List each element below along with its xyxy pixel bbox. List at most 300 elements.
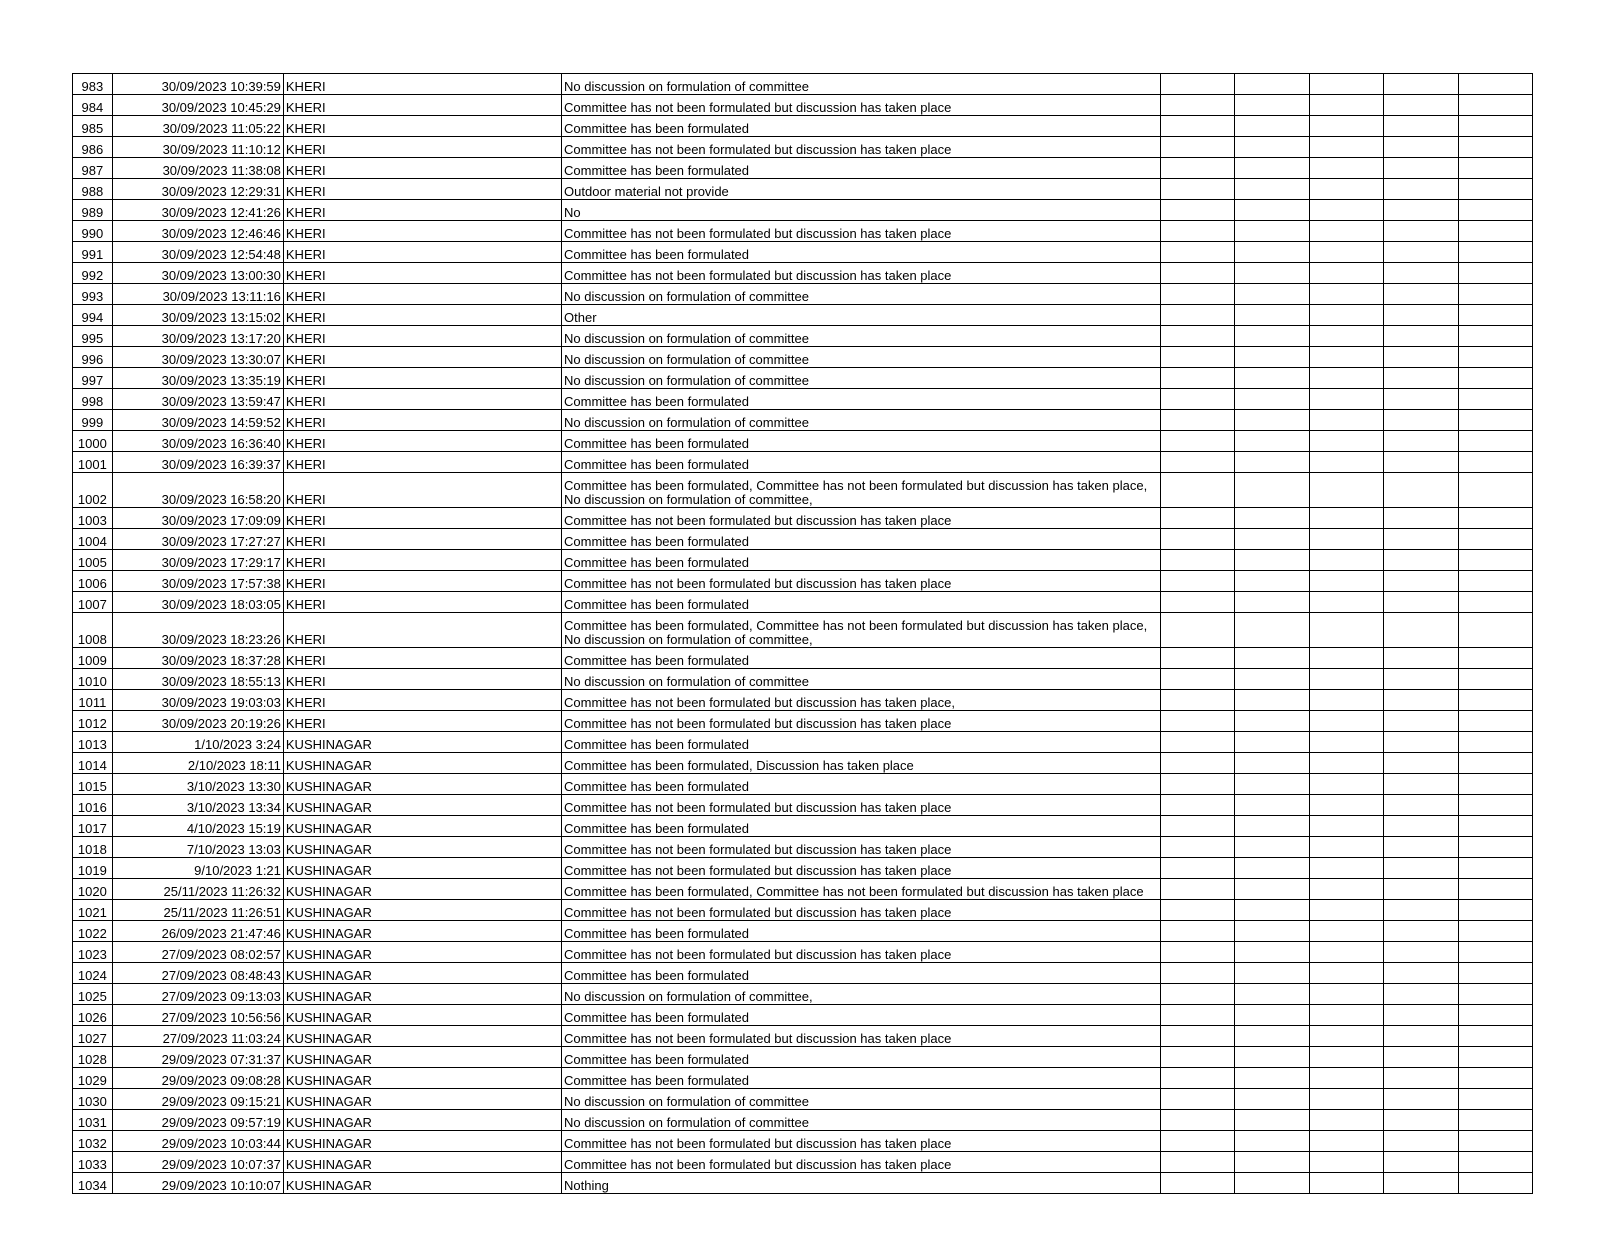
empty-cell (1309, 690, 1383, 711)
empty-cell (1309, 711, 1383, 732)
empty-cell (1161, 200, 1235, 221)
empty-cell (1384, 592, 1458, 613)
timestamp-cell: 3/10/2023 13:34 (112, 795, 283, 816)
table-row (73, 284, 1533, 305)
district-cell: KUSHINAGAR (283, 984, 561, 1005)
responses-table (72, 73, 1533, 1194)
row-number: 991 (73, 242, 113, 263)
timestamp-cell: 30/09/2023 17:29:17 (112, 550, 283, 571)
table-row (73, 529, 1533, 550)
empty-cell (1161, 1131, 1235, 1152)
response-cell: Committee has been formulated (562, 550, 1161, 571)
empty-cell (1235, 1047, 1309, 1068)
empty-cell (1384, 984, 1458, 1005)
empty-cell (1309, 116, 1383, 137)
empty-cell (1309, 1152, 1383, 1173)
response-cell: No discussion on formulation of committee (562, 410, 1161, 431)
district-cell: KUSHINAGAR (283, 963, 561, 984)
table-row (73, 795, 1533, 816)
response-cell: No discussion on formulation of committee (562, 74, 1161, 95)
row-number: 987 (73, 158, 113, 179)
response-cell: No discussion on formulation of committee (562, 347, 1161, 368)
district-cell: KHERI (283, 368, 561, 389)
empty-cell (1384, 116, 1458, 137)
response-cell: No discussion on formulation of committee (562, 1089, 1161, 1110)
timestamp-cell: 30/09/2023 18:23:26 (112, 613, 283, 648)
response-cell: Committee has been formulated (562, 1005, 1161, 1026)
empty-cell (1309, 284, 1383, 305)
empty-cell (1161, 816, 1235, 837)
empty-cell (1384, 1131, 1458, 1152)
timestamp-cell: 30/09/2023 16:36:40 (112, 431, 283, 452)
district-cell: KHERI (283, 473, 561, 508)
table-row (73, 858, 1533, 879)
empty-cell (1161, 116, 1235, 137)
row-number: 1032 (73, 1131, 113, 1152)
table-row (73, 1068, 1533, 1089)
empty-cell (1458, 200, 1532, 221)
timestamp-cell: 7/10/2023 13:03 (112, 837, 283, 858)
timestamp-cell: 3/10/2023 13:30 (112, 774, 283, 795)
empty-cell (1458, 116, 1532, 137)
empty-cell (1235, 326, 1309, 347)
row-number: 1034 (73, 1173, 113, 1194)
table-row (73, 690, 1533, 711)
response-cell: Committee has not been formulated but discussion has taken place (562, 571, 1161, 592)
response-cell: Committee has been formulated (562, 389, 1161, 410)
response-cell: Committee has been formulated (562, 921, 1161, 942)
district-cell: KHERI (283, 263, 561, 284)
empty-cell (1458, 1173, 1532, 1194)
empty-cell (1235, 753, 1309, 774)
empty-cell (1309, 1026, 1383, 1047)
table-row (73, 389, 1533, 410)
empty-cell (1309, 1089, 1383, 1110)
empty-cell (1458, 452, 1532, 473)
response-cell: Committee has been formulated (562, 1068, 1161, 1089)
empty-cell (1161, 326, 1235, 347)
empty-cell (1309, 963, 1383, 984)
district-cell: KHERI (283, 242, 561, 263)
timestamp-cell: 30/09/2023 13:30:07 (112, 347, 283, 368)
empty-cell (1235, 1131, 1309, 1152)
row-number: 1024 (73, 963, 113, 984)
row-number: 996 (73, 347, 113, 368)
row-number: 1020 (73, 879, 113, 900)
district-cell: KUSHINAGAR (283, 1026, 561, 1047)
empty-cell (1309, 613, 1383, 648)
empty-cell (1161, 774, 1235, 795)
empty-cell (1458, 1089, 1532, 1110)
empty-cell (1458, 942, 1532, 963)
empty-cell (1235, 529, 1309, 550)
response-cell: Committee has not been formulated but discussion has taken place (562, 795, 1161, 816)
table-row (73, 550, 1533, 571)
row-number: 1005 (73, 550, 113, 571)
empty-cell (1458, 508, 1532, 529)
district-cell: KUSHINAGAR (283, 1089, 561, 1110)
row-number: 1008 (73, 613, 113, 648)
empty-cell (1235, 1068, 1309, 1089)
timestamp-cell: 27/09/2023 08:02:57 (112, 942, 283, 963)
empty-cell (1309, 1173, 1383, 1194)
table-row (73, 410, 1533, 431)
table-row (73, 732, 1533, 753)
response-cell: Committee has been formulated, Discussion has taken place (562, 753, 1161, 774)
empty-cell (1384, 1026, 1458, 1047)
table-row (73, 1173, 1533, 1194)
empty-cell (1161, 1110, 1235, 1131)
response-cell: Committee has been formulated (562, 648, 1161, 669)
empty-cell (1309, 1005, 1383, 1026)
response-cell: Committee has been formulated (562, 431, 1161, 452)
response-cell: Committee has been formulated, Committee has not been formulated but discussion has taken place, No discussion on formulation of committee, (562, 473, 1161, 508)
empty-cell (1458, 900, 1532, 921)
empty-cell (1458, 95, 1532, 116)
empty-cell (1309, 74, 1383, 95)
empty-cell (1458, 1110, 1532, 1131)
district-cell: KUSHINAGAR (283, 1068, 561, 1089)
empty-cell (1458, 669, 1532, 690)
empty-cell (1458, 326, 1532, 347)
table-row (73, 669, 1533, 690)
empty-cell (1235, 690, 1309, 711)
row-number: 1003 (73, 508, 113, 529)
row-number: 1001 (73, 452, 113, 473)
row-number: 1002 (73, 473, 113, 508)
table-row (73, 242, 1533, 263)
response-cell: Committee has been formulated (562, 242, 1161, 263)
timestamp-cell: 30/09/2023 14:59:52 (112, 410, 283, 431)
timestamp-cell: 30/09/2023 16:39:37 (112, 452, 283, 473)
empty-cell (1235, 368, 1309, 389)
row-number: 1028 (73, 1047, 113, 1068)
response-cell: Committee has been formulated (562, 816, 1161, 837)
district-cell: KHERI (283, 550, 561, 571)
empty-cell (1458, 137, 1532, 158)
empty-cell (1235, 389, 1309, 410)
empty-cell (1458, 1026, 1532, 1047)
empty-cell (1161, 942, 1235, 963)
district-cell: KHERI (283, 326, 561, 347)
empty-cell (1235, 648, 1309, 669)
row-number: 1015 (73, 774, 113, 795)
empty-cell (1161, 550, 1235, 571)
empty-cell (1161, 732, 1235, 753)
district-cell: KHERI (283, 508, 561, 529)
empty-cell (1161, 613, 1235, 648)
timestamp-cell: 25/11/2023 11:26:51 (112, 900, 283, 921)
response-cell: Committee has been formulated (562, 116, 1161, 137)
empty-cell (1161, 879, 1235, 900)
row-number: 1030 (73, 1089, 113, 1110)
empty-cell (1384, 179, 1458, 200)
empty-cell (1309, 389, 1383, 410)
table-row (73, 879, 1533, 900)
row-number: 1025 (73, 984, 113, 1005)
empty-cell (1384, 837, 1458, 858)
empty-cell (1309, 984, 1383, 1005)
empty-cell (1458, 284, 1532, 305)
response-cell: Committee has been formulated (562, 774, 1161, 795)
empty-cell (1309, 1110, 1383, 1131)
empty-cell (1384, 473, 1458, 508)
row-number: 995 (73, 326, 113, 347)
response-cell: Committee has not been formulated but discussion has taken place (562, 837, 1161, 858)
empty-cell (1309, 137, 1383, 158)
row-number: 1031 (73, 1110, 113, 1131)
response-cell: Committee has not been formulated but discussion has taken place (562, 221, 1161, 242)
empty-cell (1384, 368, 1458, 389)
timestamp-cell: 29/09/2023 07:31:37 (112, 1047, 283, 1068)
table-body (73, 74, 1533, 1194)
empty-cell (1161, 95, 1235, 116)
empty-cell (1458, 571, 1532, 592)
empty-cell (1309, 508, 1383, 529)
row-number: 997 (73, 368, 113, 389)
empty-cell (1235, 1089, 1309, 1110)
empty-cell (1458, 1047, 1532, 1068)
response-cell: Committee has not been formulated but discussion has taken place (562, 508, 1161, 529)
empty-cell (1161, 1005, 1235, 1026)
empty-cell (1235, 158, 1309, 179)
response-cell: Committee has been formulated (562, 732, 1161, 753)
timestamp-cell: 30/09/2023 12:46:46 (112, 221, 283, 242)
district-cell: KUSHINAGAR (283, 1005, 561, 1026)
empty-cell (1235, 963, 1309, 984)
response-cell: Nothing (562, 1173, 1161, 1194)
empty-cell (1235, 879, 1309, 900)
response-cell: Committee has been formulated (562, 452, 1161, 473)
empty-cell (1458, 221, 1532, 242)
empty-cell (1458, 774, 1532, 795)
timestamp-cell: 30/09/2023 13:11:16 (112, 284, 283, 305)
row-number: 1016 (73, 795, 113, 816)
empty-cell (1309, 900, 1383, 921)
table-row (73, 326, 1533, 347)
district-cell: KHERI (283, 410, 561, 431)
table-row (73, 137, 1533, 158)
empty-cell (1309, 732, 1383, 753)
empty-cell (1384, 431, 1458, 452)
empty-cell (1384, 95, 1458, 116)
response-cell: Committee has been formulated, Committee has not been formulated but discussion has taken place, No discussion on formulation of committee, (562, 613, 1161, 648)
empty-cell (1161, 1047, 1235, 1068)
empty-cell (1458, 1068, 1532, 1089)
empty-cell (1235, 942, 1309, 963)
timestamp-cell: 30/09/2023 16:58:20 (112, 473, 283, 508)
empty-cell (1384, 137, 1458, 158)
timestamp-cell: 30/09/2023 17:57:38 (112, 571, 283, 592)
empty-cell (1235, 550, 1309, 571)
row-number: 1014 (73, 753, 113, 774)
district-cell: KHERI (283, 669, 561, 690)
empty-cell (1309, 550, 1383, 571)
table-row (73, 1026, 1533, 1047)
response-cell: Committee has been formulated (562, 529, 1161, 550)
empty-cell (1458, 263, 1532, 284)
empty-cell (1384, 529, 1458, 550)
empty-cell (1161, 900, 1235, 921)
empty-cell (1235, 410, 1309, 431)
empty-cell (1235, 837, 1309, 858)
empty-cell (1458, 1131, 1532, 1152)
empty-cell (1458, 158, 1532, 179)
timestamp-cell: 30/09/2023 13:17:20 (112, 326, 283, 347)
row-number: 992 (73, 263, 113, 284)
empty-cell (1458, 1152, 1532, 1173)
empty-cell (1161, 431, 1235, 452)
empty-cell (1161, 795, 1235, 816)
empty-cell (1309, 858, 1383, 879)
empty-cell (1384, 690, 1458, 711)
empty-cell (1235, 116, 1309, 137)
table-row (73, 347, 1533, 368)
empty-cell (1309, 410, 1383, 431)
row-number: 1023 (73, 942, 113, 963)
timestamp-cell: 27/09/2023 11:03:24 (112, 1026, 283, 1047)
timestamp-cell: 1/10/2023 3:24 (112, 732, 283, 753)
empty-cell (1235, 732, 1309, 753)
table-row (73, 613, 1533, 648)
empty-cell (1161, 263, 1235, 284)
empty-cell (1235, 179, 1309, 200)
empty-cell (1161, 179, 1235, 200)
timestamp-cell: 30/09/2023 19:03:03 (112, 690, 283, 711)
empty-cell (1235, 900, 1309, 921)
timestamp-cell: 30/09/2023 18:55:13 (112, 669, 283, 690)
table-row (73, 963, 1533, 984)
district-cell: KHERI (283, 95, 561, 116)
row-number: 1012 (73, 711, 113, 732)
row-number: 990 (73, 221, 113, 242)
empty-cell (1161, 347, 1235, 368)
empty-cell (1161, 690, 1235, 711)
empty-cell (1384, 879, 1458, 900)
empty-cell (1458, 242, 1532, 263)
empty-cell (1384, 284, 1458, 305)
response-cell: Committee has been formulated (562, 592, 1161, 613)
table-row (73, 816, 1533, 837)
row-number: 984 (73, 95, 113, 116)
empty-cell (1235, 1173, 1309, 1194)
row-number: 985 (73, 116, 113, 137)
empty-cell (1235, 1005, 1309, 1026)
empty-cell (1458, 795, 1532, 816)
district-cell: KHERI (283, 347, 561, 368)
timestamp-cell: 29/09/2023 10:07:37 (112, 1152, 283, 1173)
timestamp-cell: 30/09/2023 13:15:02 (112, 305, 283, 326)
empty-cell (1384, 669, 1458, 690)
district-cell: KHERI (283, 305, 561, 326)
table-row (73, 711, 1533, 732)
table-row (73, 305, 1533, 326)
table-row (73, 1047, 1533, 1068)
empty-cell (1384, 921, 1458, 942)
empty-cell (1235, 305, 1309, 326)
table-row (73, 1131, 1533, 1152)
empty-cell (1235, 137, 1309, 158)
empty-cell (1384, 347, 1458, 368)
empty-cell (1235, 592, 1309, 613)
empty-cell (1161, 837, 1235, 858)
empty-cell (1161, 984, 1235, 1005)
empty-cell (1458, 858, 1532, 879)
empty-cell (1161, 571, 1235, 592)
row-number: 994 (73, 305, 113, 326)
empty-cell (1161, 368, 1235, 389)
empty-cell (1384, 158, 1458, 179)
empty-cell (1161, 74, 1235, 95)
response-cell: Committee has not been formulated but discussion has taken place (562, 137, 1161, 158)
empty-cell (1235, 858, 1309, 879)
district-cell: KHERI (283, 74, 561, 95)
row-number: 989 (73, 200, 113, 221)
empty-cell (1384, 1152, 1458, 1173)
empty-cell (1235, 431, 1309, 452)
empty-cell (1458, 816, 1532, 837)
empty-cell (1235, 774, 1309, 795)
empty-cell (1309, 95, 1383, 116)
row-number: 1011 (73, 690, 113, 711)
empty-cell (1458, 711, 1532, 732)
empty-cell (1161, 592, 1235, 613)
district-cell: KUSHINAGAR (283, 1047, 561, 1068)
empty-cell (1309, 753, 1383, 774)
empty-cell (1309, 669, 1383, 690)
empty-cell (1161, 858, 1235, 879)
empty-cell (1235, 284, 1309, 305)
empty-cell (1384, 795, 1458, 816)
empty-cell (1458, 389, 1532, 410)
timestamp-cell: 30/09/2023 10:45:29 (112, 95, 283, 116)
empty-cell (1235, 95, 1309, 116)
district-cell: KHERI (283, 529, 561, 550)
empty-cell (1309, 879, 1383, 900)
empty-cell (1161, 221, 1235, 242)
table-row (73, 263, 1533, 284)
empty-cell (1384, 410, 1458, 431)
district-cell: KHERI (283, 592, 561, 613)
row-number: 986 (73, 137, 113, 158)
district-cell: KUSHINAGAR (283, 1152, 561, 1173)
empty-cell (1458, 732, 1532, 753)
empty-cell (1458, 473, 1532, 508)
district-cell: KUSHINAGAR (283, 837, 561, 858)
district-cell: KUSHINAGAR (283, 1173, 561, 1194)
district-cell: KUSHINAGAR (283, 1131, 561, 1152)
table-row (73, 921, 1533, 942)
empty-cell (1161, 669, 1235, 690)
empty-cell (1309, 347, 1383, 368)
table-row (73, 473, 1533, 508)
district-cell: KUSHINAGAR (283, 1110, 561, 1131)
table-row (73, 1110, 1533, 1131)
empty-cell (1458, 550, 1532, 571)
district-cell: KUSHINAGAR (283, 858, 561, 879)
timestamp-cell: 30/09/2023 17:27:27 (112, 529, 283, 550)
timestamp-cell: 25/11/2023 11:26:32 (112, 879, 283, 900)
response-cell: No discussion on formulation of committee (562, 368, 1161, 389)
empty-cell (1384, 389, 1458, 410)
empty-cell (1384, 571, 1458, 592)
response-cell: Other (562, 305, 1161, 326)
empty-cell (1458, 837, 1532, 858)
empty-cell (1384, 613, 1458, 648)
timestamp-cell: 30/09/2023 20:19:26 (112, 711, 283, 732)
district-cell: KUSHINAGAR (283, 900, 561, 921)
empty-cell (1458, 431, 1532, 452)
